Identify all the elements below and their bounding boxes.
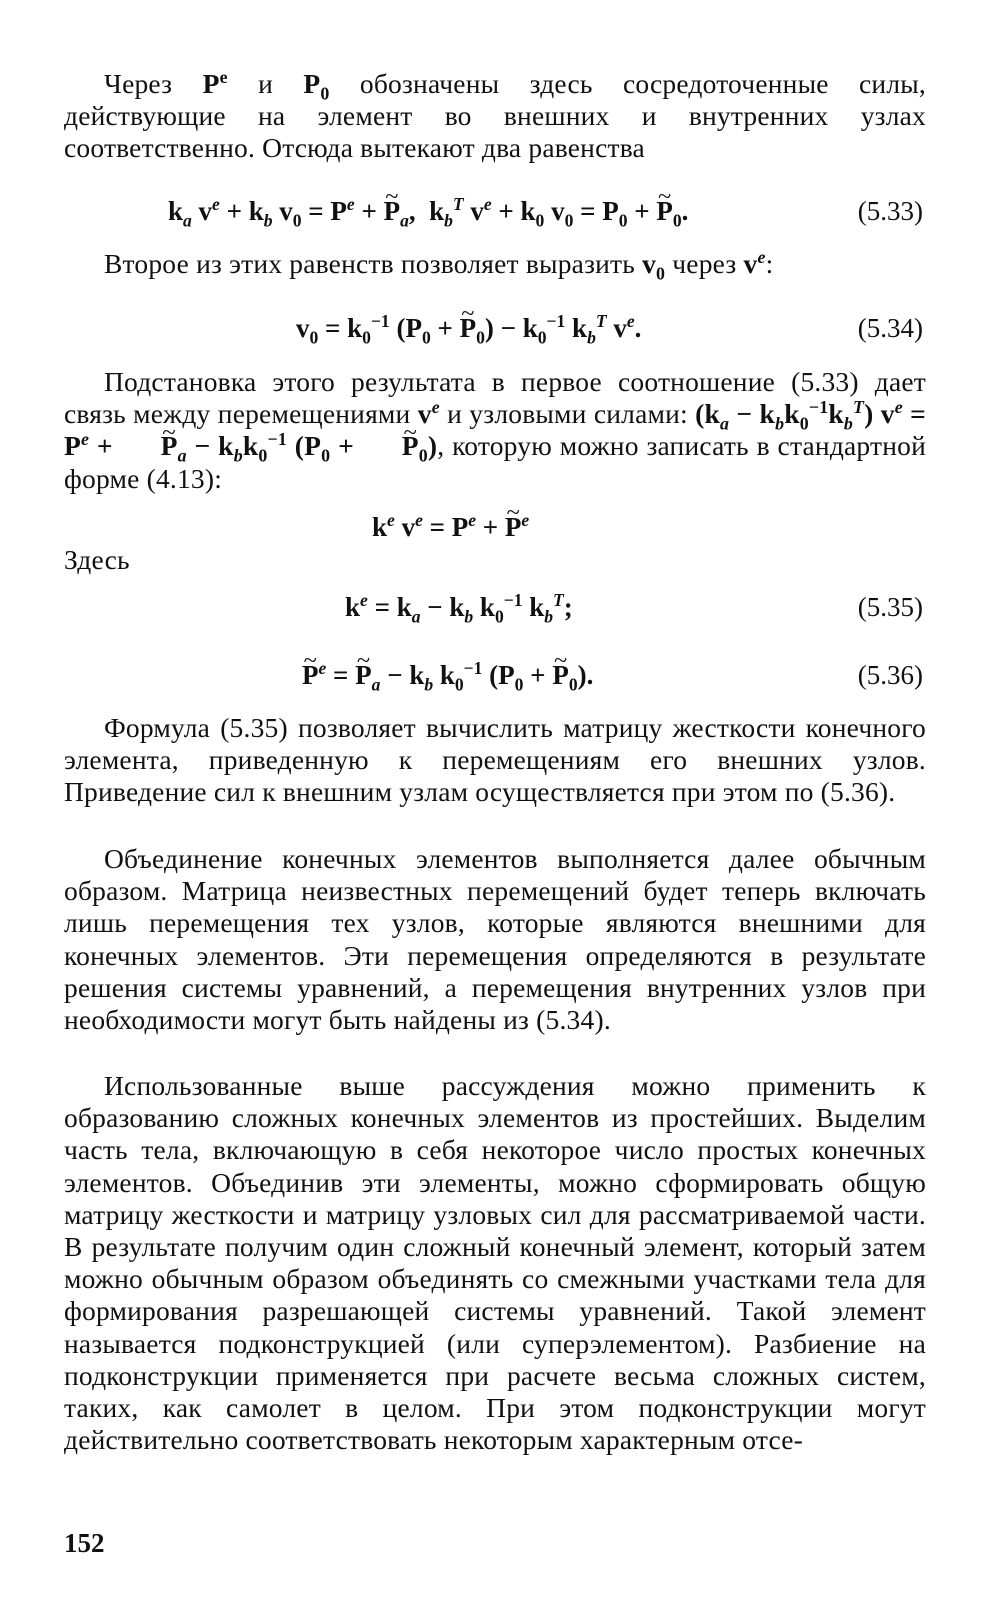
paragraph-intro-prefix: Через — [104, 68, 173, 99]
paragraph-express-through: через — [672, 248, 737, 279]
equation-5-36: ~ $P^e$ = ~ $P_a - k_b$ $k_0^{-1}$ ($P_0$ + ~ $P_0$). — [302, 660, 593, 691]
paragraph-substitution-text-b: и узловыми силами: — [447, 398, 688, 430]
equation-5-35: $k^e = k_a - k_b$ $k_0^{-1}$ $k_b^T$; — [345, 590, 573, 627]
paragraph-intro-and: и — [258, 68, 274, 99]
equation-number-5-33: (5.33) — [857, 196, 923, 226]
equation-standard-form: $k^e$ $v^e = P^e$ + ~ $P^e$ — [372, 512, 529, 543]
page-number: 152 — [64, 1528, 105, 1558]
paragraph-substitution: Подстановка этого результата в первое соотношение (5.33) дает связь между перемещениями $v^e$ и узловыми силами: $(k_a - k_bk_0^{-1}k_b^T) v^e = P^e$ + ~ $P_a - k_bk_0^{-1}$ ($P_0$ + ~ $P_0$), которую можно записать в стандартной форме (4.13): — [64, 366, 926, 495]
paragraph-express: Второе из этих равенств позволяет выразить $v_0$ через $v^e$: — [104, 246, 774, 284]
equation-number-5-35: (5.35) — [857, 592, 923, 622]
equation-5-34: $v_0 = k_0^{-1}$ ($P_0$ + ~ $P_0) - k_0^{-1}$ $k_b^T$ $v^e$. — [296, 313, 641, 344]
paragraph-intro: Через $P^e$ и $P_0$ обозначены здесь сосредоточенные силы, действующие на элемент во внешних и внутренних узлах соответственно. Отсюда вытекают два равенства — [64, 66, 927, 164]
label-zdes: Здесь — [64, 544, 130, 575]
paragraph-formula-535: Формула (5.35) позволяет вычислить матрицу жесткости конечного элемента, приведенную к перемещениям его внешних узлов. Приведение сил к внешним узлам осуществляется при этом по (5.36). — [64, 712, 926, 808]
paragraph-substitution-text-a: Подстановка этого результата в первое соотношение (5.33) дает связь между перемещениями — [64, 366, 926, 430]
paragraph-intro-text: обозначены здесь сосредоточенные силы, действующие на элемент во внешних и внутренних узлах соответственно. Отсюда вытекают два равенства — [64, 68, 927, 164]
paragraph-express-text: Второе из этих равенств позволяет выразить — [104, 248, 636, 279]
equation-number-5-34: (5.34) — [857, 313, 923, 343]
paragraph-assembly: Объединение конечных элементов выполняется далее обычным образом. Матрица неизвестных перемещений будет теперь включать лишь перемещения тех узлов, которые являются внешними для конечных элементов. Эти перемещения определяются в результате решения системы уравнений, а перемещения внутренних узлов при необходимости могут быть найдены из (5.34). — [64, 843, 926, 1036]
equation-5-33: $k_a$ $v^e + k_b$ $v_0 = P^e$ + ~ $P_a$, $k_b^T$ $v^e + k_0$ $v_0 = P_0$ + ~ $P_0$. — [168, 196, 688, 227]
paragraph-substitution-text-c: , которую можно записать в стандартной форме (4.13): — [64, 430, 927, 494]
equation-number-5-36: (5.36) — [857, 660, 923, 690]
paragraph-substructures: Использованные выше рассуждения можно применить к образованию сложных конечных элементов из простейших. Выделим часть тела, включающую в себя некоторое число простых конечных элементов. Объединив эти элементы, можно сформировать общую матрицу жесткости и матрицу узловых сил для рассматриваемой части. В результате получим один сложный конечный элемент, который затем можно обычным образом объединять со смежными участками тела для формирования разрешающей системы уравнений. Такой элемент называется подконструкцией (или суперэлементом). Разбиение на подконструкции применяется при расчете весьма сложных систем, таких, как самолет в целом. При этом подконструкции могут действительно соответствовать некоторым характерным отсе- — [64, 1070, 926, 1456]
